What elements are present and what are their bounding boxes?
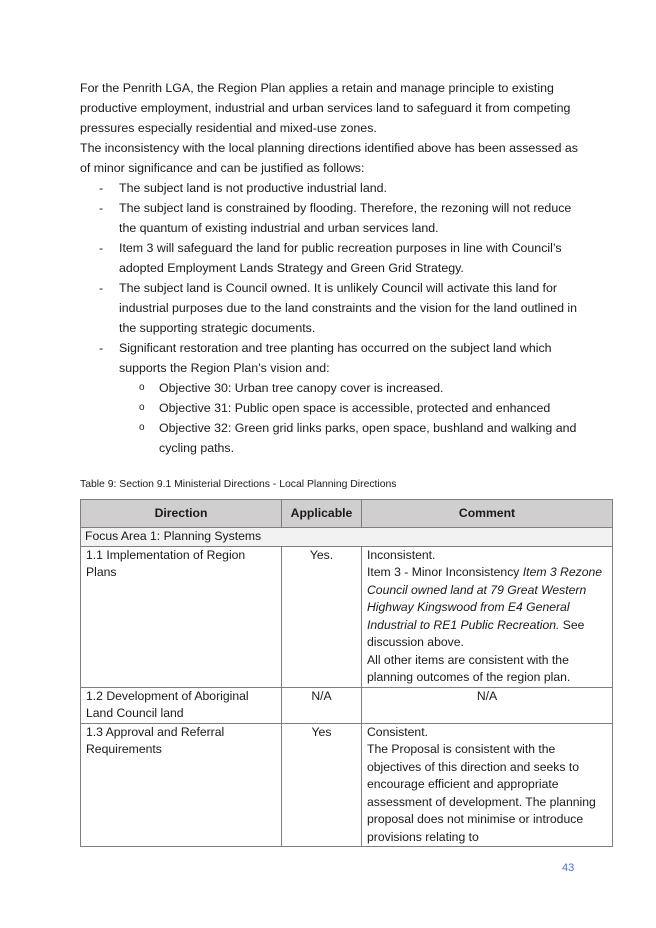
comment-detail xyxy=(367,564,607,652)
paragraph-inconsistency: The inconsistency with the local planning directions identified above has been assessed as of minor significance and can be justified as follows: xyxy=(80,141,578,175)
list-item: - Item 3 will safeguard the land for public recreation purposes in line with Council’s adopted Employment Lands Strategy and Green Grid Strategy. xyxy=(80,238,580,278)
list-item: - The subject land is constrained by flooding. Therefore, the rezoning will not reduce the quantum of existing industrial and urban services land. xyxy=(80,198,580,238)
comment-prefix: Item 3 - Minor Inconsistency xyxy=(367,565,523,579)
objectives-list xyxy=(119,378,580,458)
header-direction: Direction xyxy=(81,500,282,528)
header-comment: Comment xyxy=(362,500,613,528)
sub-list-item: o Objective 32: Green grid links parks, open space, bushland and walking and cycling paths. xyxy=(119,418,580,458)
justification-list xyxy=(80,178,580,458)
ministerial-directions-table xyxy=(80,499,613,847)
list-item-text: Significant restoration and tree planting has occurred on the subject land which supports the Region Plan’s vision and: xyxy=(119,341,552,375)
comment-cell: N/A xyxy=(362,687,613,723)
header-applicable: Applicable xyxy=(282,500,362,528)
applicable-cell: Yes xyxy=(282,723,362,847)
sub-list-item: o Objective 30: Urban tree canopy cover is increased. xyxy=(119,378,580,398)
comment-status: Inconsistent. xyxy=(367,547,436,562)
comment-cell xyxy=(362,723,613,847)
table-caption: Table 9: Section 9.1 Ministerial Directions - Local Planning Directions xyxy=(80,479,397,490)
table-header-row xyxy=(81,500,613,528)
direction-cell: 1.3 Approval and Referral Requirements xyxy=(81,723,282,847)
comment-detail: The Proposal is consistent with the objectives of this direction and seeks to encourage efficient and appropriate assessment of development. The planning proposal does not minimise or introduce provisions relating to xyxy=(367,742,596,844)
list-item xyxy=(80,338,580,458)
comment-note: All other items are consistent with the planning outcomes of the region plan. xyxy=(367,652,571,684)
list-item: - The subject land is not productive industrial land. xyxy=(80,178,580,198)
comment-suffix: See discussion above. xyxy=(367,617,585,649)
body-text xyxy=(80,78,580,458)
direction-cell: 1.2 Development of Aboriginal Land Council land xyxy=(81,687,282,723)
applicable-cell: N/A xyxy=(282,687,362,723)
direction-cell: 1.1 Implementation of Region Plans xyxy=(81,546,282,687)
comment-italic: Item 3 Rezone Council owned land at 79 Great Western Highway Kingswood from E4 General Industrial to RE1 Public Recreation. xyxy=(367,565,603,632)
table-row xyxy=(81,546,613,687)
focus-area-row xyxy=(81,528,613,547)
list-item: - The subject land is Council owned. It is unlikely Council will activate this land for industrial purposes due to the land constraints and the vision for the land outlined in the supporting strategic documents. xyxy=(80,278,580,338)
sub-list-item: o Objective 31: Public open space is accessible, protected and enhanced xyxy=(119,398,580,418)
applicable-cell: Yes. xyxy=(282,546,362,687)
page-number: 43 xyxy=(562,862,575,874)
focus-area-label: Focus Area 1: Planning Systems xyxy=(81,528,613,547)
table-row xyxy=(81,723,613,847)
paragraph-retain-manage: For the Penrith LGA, the Region Plan applies a retain and manage principle to existing productive employment, industrial and urban services land to safeguard it from competing pressures especially residential and mixed-use zones. xyxy=(80,81,571,135)
comment-cell xyxy=(362,546,613,687)
comment-status: Consistent. xyxy=(367,724,428,739)
table-row xyxy=(81,687,613,723)
